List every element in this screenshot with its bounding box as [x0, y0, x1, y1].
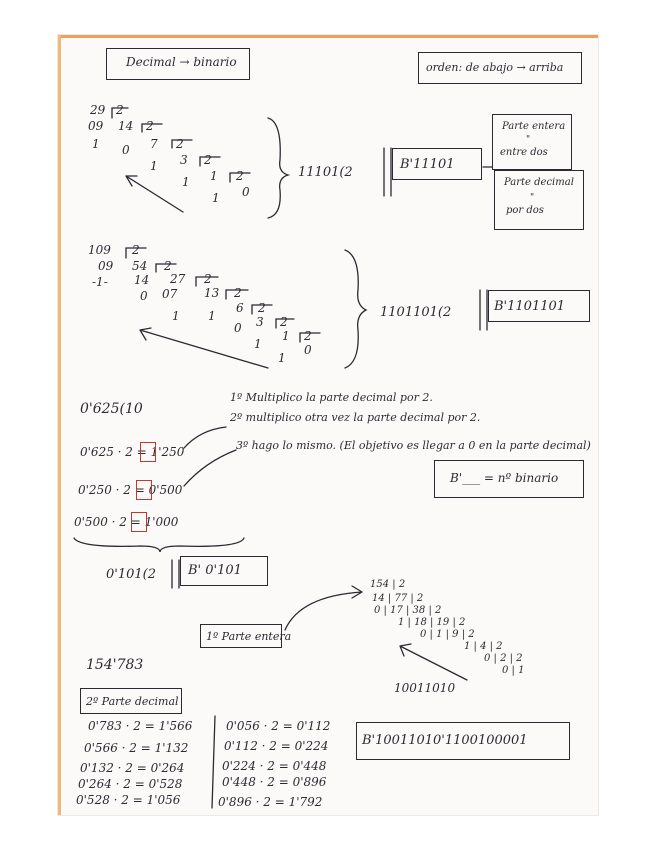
ex1-divisor: 2 [176, 137, 184, 151]
ex3-number: 0'625(10 [80, 401, 143, 417]
ex1-quotient: 0 [242, 185, 250, 199]
ex2-quotient: 3 [256, 315, 264, 329]
ex2-remainder: 1 [172, 309, 180, 323]
decimal-part-note-3: por dos [506, 205, 544, 216]
ex2-quotient: 6 [236, 301, 244, 315]
ex3-row-1-highlight [140, 442, 156, 462]
ex2-result: B'1101101 [494, 299, 566, 314]
ex3-row-3: 0'500 · 2 = 1'000 [74, 515, 179, 529]
ex4-division-step: 0 | 2 | 2 [484, 653, 523, 664]
ex2-divisor: 2 [304, 329, 312, 343]
ex1-divisor: 2 [236, 169, 244, 183]
ex3-row-2-highlight [136, 480, 152, 500]
ex2-quotient: 27 [170, 272, 186, 286]
ex3-note-1: 1º Multiplico la parte decimal por 2. [230, 391, 433, 404]
ex2-quotient: 13 [204, 286, 220, 300]
ex1-divisor: 2 [116, 103, 124, 117]
ex1-quotient: 1 [210, 169, 218, 183]
ex4-division-step: 14 | 77 | 2 [372, 593, 424, 604]
ex1-remainder: 1 [212, 191, 220, 205]
ex2-remainder: 1 [208, 309, 216, 323]
ex1-remainder: 09 [88, 119, 104, 133]
ex4-division-step: 0 | 17 | 38 | 2 [374, 605, 442, 616]
ex1-divisor: 2 [146, 119, 154, 133]
ex3-result: B' 0'101 [188, 563, 242, 578]
ex2-quotient: 07 [162, 287, 178, 301]
ex1-result: B'11101 [400, 157, 455, 172]
ex3-binary: 0'101(2 [106, 567, 157, 582]
ex2-remainder: 1 [254, 337, 262, 351]
ex4-right-row: 0'896 · 2 = 1'792 [218, 795, 323, 809]
ex4-result: B'10011010'1100100001 [362, 733, 528, 748]
ex3-note-3: 3º hago lo mismo. (El objetivo es llegar a 0 en la parte decimal) [236, 439, 591, 452]
first-part-label: 1º Parte entera [206, 630, 292, 643]
ex3-row-2: 0'250 · 2 = 0'500 [78, 483, 183, 497]
ex2-remainder: -1- [92, 275, 108, 289]
ex4-division-step: 154 | 2 [370, 579, 406, 590]
ex2-remainder: 09 [98, 259, 114, 273]
ex1-remainder: 0 [122, 143, 130, 157]
ex1-remainder: 1 [92, 137, 100, 151]
ex3-row-1: 0'625 · 2 = 1'250 [80, 445, 185, 459]
ex1-quotient: 14 [118, 119, 134, 133]
ex2-divisor: 2 [280, 315, 288, 329]
ex2-divisor: 2 [164, 259, 172, 273]
ex1-quotient: 3 [180, 153, 188, 167]
ex2-divisor: 2 [204, 272, 212, 286]
ex2-binary: 1101101(2 [380, 305, 452, 320]
ex2-divisor: 2 [258, 301, 266, 315]
ex2-quotient: 0 [304, 343, 312, 357]
page-title: Decimal → binario [126, 55, 237, 69]
order-note: orden: de abajo → arriba [426, 61, 564, 74]
ex4-division-step: 0 | 1 | 9 | 2 [420, 629, 475, 640]
ex1-binary: 11101(2 [298, 165, 353, 180]
integer-part-note-2: " [526, 135, 531, 145]
ex4-right-row: 0'448 · 2 = 0'896 [222, 775, 327, 789]
ex4-right-row: 0'224 · 2 = 0'448 [222, 759, 327, 773]
ex4-right-row: 0'112 · 2 = 0'224 [224, 739, 329, 753]
second-part-label: 2º Parte decimal [86, 695, 179, 708]
ex2-quotient: 14 [134, 273, 150, 287]
ex2-divisor: 2 [132, 243, 140, 257]
ex4-left-row: 0'783 · 2 = 1'566 [88, 719, 193, 733]
decimal-part-note-2: " [530, 193, 535, 203]
ex2-remainder: 0 [234, 321, 242, 335]
ex3-note-2: 2º multiplico otra vez la parte decimal por 2. [230, 411, 481, 424]
ex4-left-row: 0'264 · 2 = 0'528 [78, 777, 183, 791]
ex2-dividend: 109 [88, 243, 111, 257]
ex4-right-row: 0'056 · 2 = 0'112 [226, 719, 331, 733]
ex1-remainder: 1 [150, 159, 158, 173]
ex2-quotient: 54 [132, 259, 148, 273]
ex2-quotient: 1 [282, 329, 290, 343]
ex4-left-row: 0'566 · 2 = 1'132 [84, 741, 189, 755]
ex1-divisor: 2 [204, 153, 212, 167]
ex4-left-row: 0'132 · 2 = 0'264 [80, 761, 185, 775]
ex2-remainder: 0 [140, 289, 148, 303]
ex2-divisor: 2 [234, 286, 242, 300]
ex4-division-step: 1 | 4 | 2 [464, 641, 503, 652]
ex4-division-step: 1 | 18 | 19 | 2 [398, 617, 466, 628]
ex4-division-result: 10011010 [394, 681, 456, 695]
decimal-part-note-1: Parte decimal [504, 177, 574, 188]
ex4-number: 154'783 [86, 657, 144, 673]
ex4-left-row: 0'528 · 2 = 1'056 [76, 793, 181, 807]
ex2-remainder: 1 [278, 351, 286, 365]
integer-part-note-3: entre dos [500, 147, 548, 158]
ex3-row-3-highlight [131, 512, 147, 532]
integer-part-note-1: Parte entera [502, 121, 566, 132]
ex1-quotient: 7 [150, 137, 158, 151]
ex1-remainder: 1 [182, 175, 190, 189]
ex4-division-step: 0 | 1 [502, 665, 525, 676]
ex1-dividend: 29 [90, 103, 106, 117]
ex3-binary-label: B'___ = nº binario [450, 471, 559, 485]
